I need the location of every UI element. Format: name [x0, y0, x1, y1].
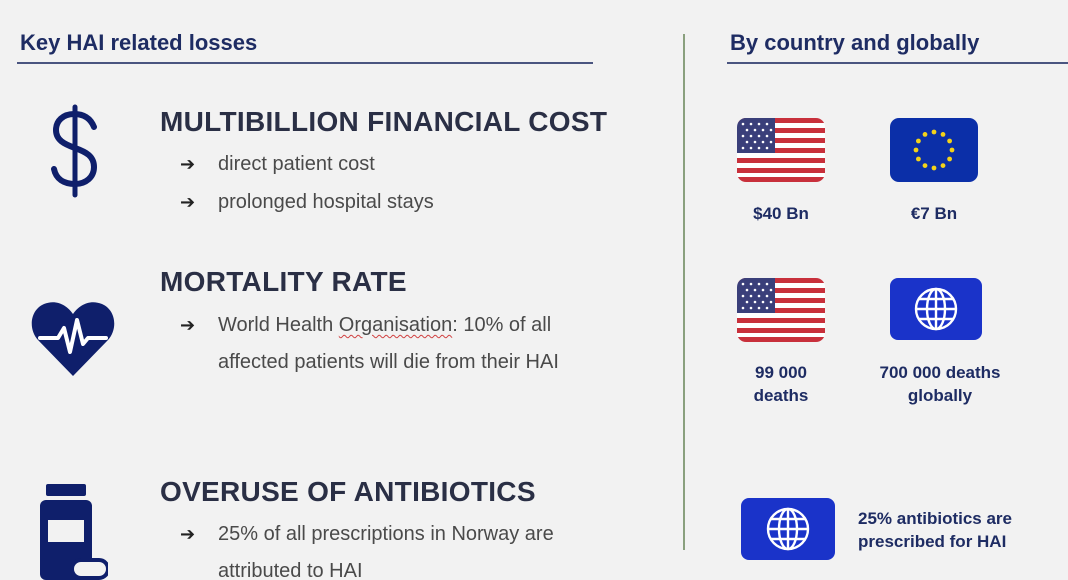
- left-section-title: Key HAI related losses: [17, 30, 593, 64]
- stat-deaths-global: 700 000 deaths globally: [879, 363, 1001, 405]
- column-divider: [683, 34, 685, 550]
- bullet-item: ➔ World Health Organisation: 10% of all affected patients will die from their HAI: [180, 307, 620, 381]
- pill-bottle-icon: [36, 484, 108, 580]
- loss-heading-antibiotics: OVERUSE OF ANTIBIOTICS: [160, 476, 536, 507]
- loss-heading-mortality: MORTALITY RATE: [160, 266, 407, 297]
- loss-heading-financial: MULTIBILLION FINANCIAL COST: [160, 106, 608, 137]
- arrow-right-icon: ➔: [180, 154, 196, 174]
- arrow-right-icon: ➔: [180, 192, 196, 212]
- globe-icon: [741, 498, 835, 560]
- stat-antibiotics: 25% antibiotics are prescribed for HAI: [858, 509, 1013, 551]
- bullet-item: ➔ direct patient cost: [180, 146, 620, 183]
- stat-deaths-usa: 99 000 deaths: [753, 363, 809, 405]
- arrow-right-icon: ➔: [180, 524, 196, 544]
- bullet-item: ➔ prolonged hospital stays: [180, 184, 620, 221]
- us-flag-icon: [737, 118, 825, 182]
- stat-cost-eu: €7 Bn: [910, 204, 958, 223]
- heart-pulse-icon: [30, 298, 116, 383]
- right-section-title: By country and globally: [727, 30, 1068, 64]
- eu-flag-icon: [890, 118, 978, 182]
- globe-icon: [890, 278, 982, 340]
- dollar-icon: [48, 103, 102, 204]
- us-flag-icon: [737, 278, 825, 342]
- bullet-item: ➔ 25% of all prescriptions in Norway are attributed to HAI: [180, 516, 620, 580]
- stat-cost-usa: $40 Bn: [753, 204, 809, 223]
- arrow-right-icon: ➔: [180, 315, 196, 335]
